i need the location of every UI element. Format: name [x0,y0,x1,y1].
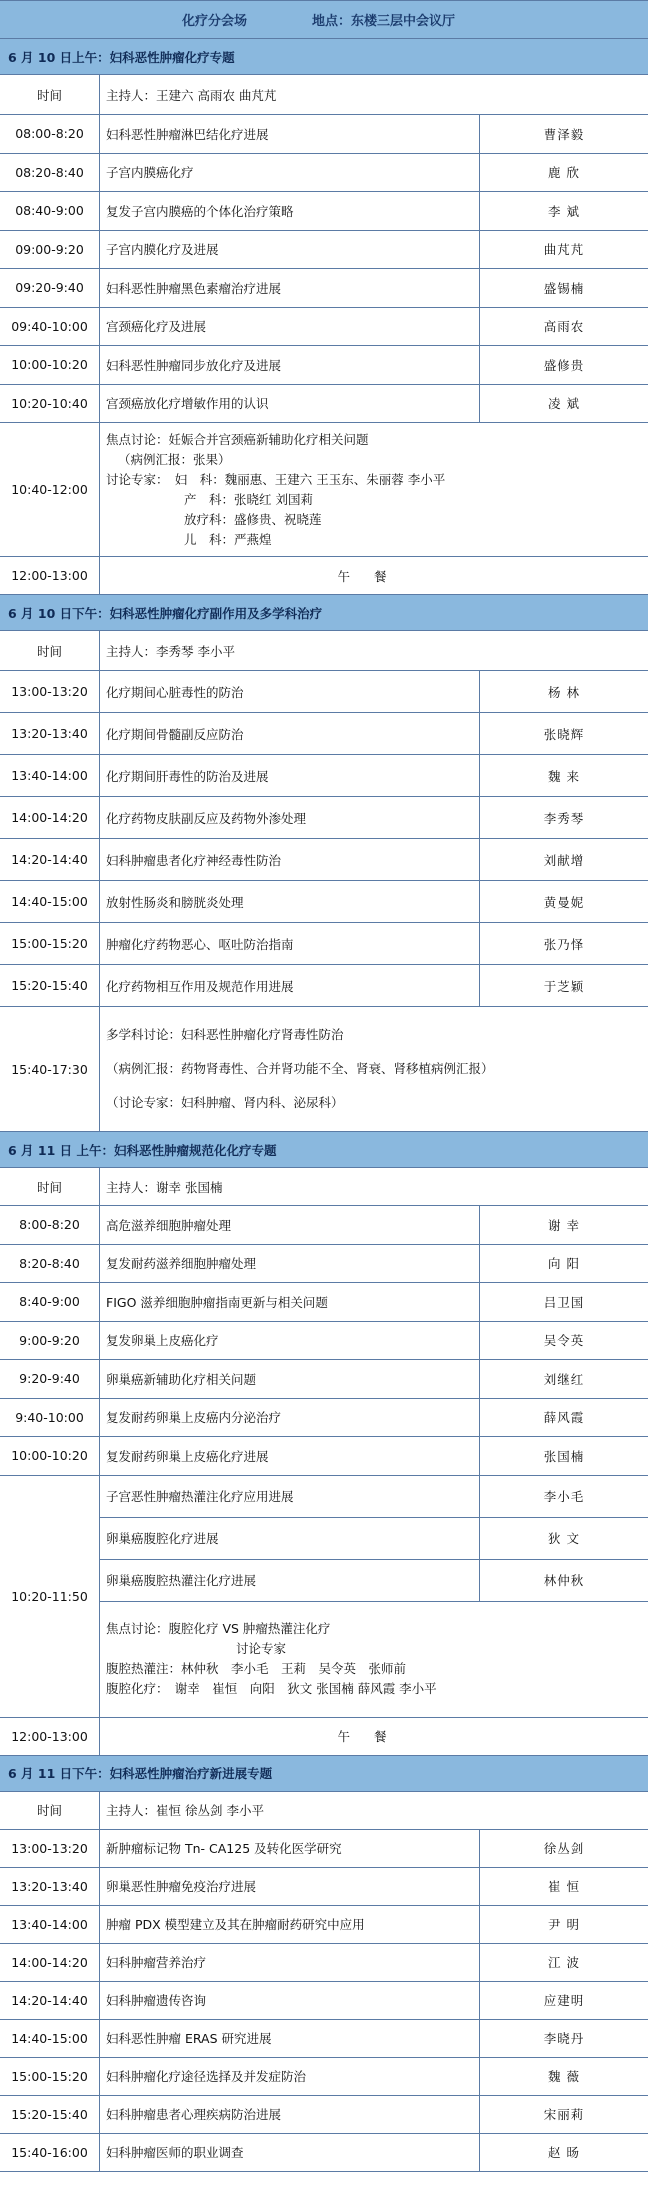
time-header: 时间 [0,75,100,114]
time-cell: 12:00-13:00 [0,557,100,594]
host-row [0,75,648,115]
time-header: 时间 [0,1168,100,1205]
session-header: 6 月 10 日上午：妇科恶性肿瘤化疗专题 [0,39,648,75]
speaker-cell: 刘献增 [543,852,585,868]
table-row [0,192,648,231]
table-row [0,1437,648,1476]
topic-cell: 化疗药物相互作用及规范作用进展 [100,965,480,1006]
speaker-cell: 曹泽毅 [543,126,585,142]
time-cell: 9:40-10:00 [0,1399,100,1437]
topic-cell: 妇科肿瘤患者心理疾病防治进展 [100,2096,480,2133]
time-cell: 14:40-15:00 [0,881,100,922]
lunch-row [0,557,648,595]
table-row [0,115,648,154]
table-row [0,1830,648,1868]
speaker-cell: 凌 斌 [548,396,580,412]
host-row [0,1792,648,1830]
topic-cell: 宫颈癌化疗及进展 [100,308,480,346]
topic-cell: 化疗期间肝毒性的防治及进展 [100,755,480,796]
focus-experts: 儿 科：严燕煌 [184,531,272,547]
topic-cell: 妇科肿瘤化疗途径选择及并发症防治 [100,2058,480,2095]
topic-cell: 肿瘤化疗药物恶心、呕吐防治指南 [100,923,480,964]
speaker-cell: 张晓辉 [543,726,585,742]
topic-cell: 肿瘤 PDX 模型建立及其在肿瘤耐药研究中应用 [100,1906,480,1943]
table-row [0,1206,648,1245]
speaker-cell: 李小毛 [543,1489,585,1504]
time-cell: 13:00-13:20 [0,671,100,712]
focus-title: 焦点讨论：腹腔化疗 VS 肿瘤热灌注化疗 [106,1621,331,1636]
table-row [0,308,648,347]
speaker-cell: 赵 旸 [548,2145,580,2160]
time-cell: 08:00-8:20 [0,115,100,153]
host-text: 主持人：崔恒 徐丛剑 李小平 [106,1803,264,1818]
speaker-cell: 宋丽莉 [543,2107,585,2122]
time-header: 时间 [0,1792,100,1829]
table-row [0,2096,648,2134]
table-row [0,755,648,797]
time-cell: 10:20-11:50 [0,1476,100,1717]
focus-experts: 产 科：张晓红 刘国莉 [184,491,313,507]
focus-discussion-row [0,423,648,557]
topic-cell: 卵巢癌新辅助化疗相关问题 [100,1360,480,1398]
focus-experts-label: 讨论专家 [236,1641,287,1656]
topic-cell: 妇科恶性肿瘤同步放化疗及进展 [100,346,480,384]
time-cell: 15:00-15:20 [0,923,100,964]
time-cell: 09:40-10:00 [0,308,100,346]
table-row [0,2020,648,2058]
speaker-cell: 狄 文 [548,1531,580,1546]
host-text: 主持人：李秀琴 李小平 [106,643,235,659]
table-row [0,2058,648,2096]
time-cell: 14:40-15:00 [0,2020,100,2057]
topic-cell: 高危滋养细胞肿瘤处理 [100,1206,480,1244]
time-header: 时间 [0,631,100,670]
time-cell: 15:20-15:40 [0,965,100,1006]
host-text: 主持人：王建六 高雨农 曲芃芃 [106,87,277,103]
time-cell: 8:00-8:20 [0,1206,100,1244]
lunch-row [0,1718,648,1756]
speaker-cell: 薛风霞 [543,1410,585,1426]
table-row [0,269,648,308]
time-cell: 9:00-9:20 [0,1322,100,1360]
topic-cell: 放射性肠炎和膀胱炎处理 [100,881,480,922]
topic-cell: 化疗期间心脏毒性的防治 [100,671,480,712]
focus-experts: 腹腔化疗： 谢幸 崔恒 向阳 狄文 张国楠 薛风霞 李小平 [106,1681,437,1696]
topic-cell: 子宫内膜癌化疗 [100,154,480,192]
topic-cell: 卵巢癌腹腔化疗进展 [100,1518,480,1559]
time-cell: 15:00-15:20 [0,2058,100,2095]
speaker-cell: 曲芃芃 [543,242,585,258]
speaker-cell: 向 阳 [548,1256,580,1272]
time-cell: 08:20-8:40 [0,154,100,192]
sub-row [100,1518,648,1560]
time-cell: 10:20-10:40 [0,385,100,423]
speaker-cell: 于芝颖 [543,978,585,994]
topic-cell: 卵巢恶性肿瘤免疫治疗进展 [100,1868,480,1905]
topic-cell: 宫颈癌放化疗增敏作用的认识 [100,385,480,423]
table-row [0,671,648,713]
speaker-cell: 吴令英 [543,1333,585,1349]
topic-cell: 化疗药物皮肤副反应及药物外渗处理 [100,797,480,838]
focus-case: （病例汇报：张果） [118,451,231,467]
mdt-title: 多学科讨论：妇科恶性肿瘤化疗肾毒性防治 [106,1027,344,1042]
time-cell: 14:20-14:40 [0,1982,100,2019]
speaker-cell: 盛修贵 [543,357,585,373]
topic-cell: 复发耐药卵巢上皮癌化疗进展 [100,1437,480,1475]
table-row [0,839,648,881]
speaker-cell: 杨 林 [548,684,580,700]
session-header: 6 月 10 日下午：妇科恶性肿瘤化疗副作用及多学科治疗 [0,595,648,631]
topic-cell: FIGO 滋养细胞肿瘤指南更新与相关问题 [100,1283,480,1321]
table-row [0,1399,648,1438]
time-cell: 15:40-16:00 [0,2134,100,2171]
table-row [0,231,648,270]
host-row [0,631,648,671]
table-row [0,1322,648,1361]
speaker-cell: 魏 薇 [548,2069,580,2084]
topic-cell: 妇科肿瘤患者化疗神经毒性防治 [100,839,480,880]
time-cell: 10:40-12:00 [0,423,100,556]
time-cell: 10:00-10:20 [0,1437,100,1475]
host-row [0,1168,648,1206]
topic-cell: 复发耐药卵巢上皮癌内分泌治疗 [100,1399,480,1437]
time-cell: 13:00-13:20 [0,1830,100,1867]
time-cell: 10:00-10:20 [0,346,100,384]
speaker-cell: 李晓丹 [543,2031,585,2046]
speaker-cell: 应建明 [543,1993,585,2008]
focus-experts: 腹腔热灌注：林仲秋 李小毛 王莉 吴令英 张师前 [106,1661,407,1676]
time-cell: 8:20-8:40 [0,1245,100,1283]
table-row [0,346,648,385]
topic-cell: 妇科恶性肿瘤黑色素瘤治疗进展 [100,269,480,307]
venue-location: 地点：东楼三层中会议厅 [312,14,456,29]
sub-row [100,1560,648,1602]
speaker-cell: 刘继红 [543,1371,585,1387]
lunch-label: 午餐 [337,1729,411,1744]
topic-cell: 妇科肿瘤医师的职业调查 [100,2134,480,2171]
time-cell: 13:40-14:00 [0,755,100,796]
time-cell: 14:00-14:20 [0,797,100,838]
time-cell: 13:20-13:40 [0,1868,100,1905]
speaker-cell: 江 波 [548,1955,580,1970]
time-cell: 8:40-9:00 [0,1283,100,1321]
topic-cell: 妇科肿瘤遗传咨询 [100,1982,480,2019]
lunch-label: 午餐 [337,568,411,584]
table-row [0,385,648,424]
speaker-cell: 鹿 欣 [548,165,580,181]
table-row [0,1906,648,1944]
table-row [0,1944,648,1982]
table-row [0,1360,648,1399]
focus-experts: 放疗科：盛修贵、祝晓莲 [184,511,322,527]
speaker-cell: 李 斌 [548,203,580,219]
mdt-discussion-row [0,1007,648,1132]
table-row [0,965,648,1007]
speaker-cell: 李秀琴 [543,810,585,826]
speaker-cell: 吕卫国 [543,1294,585,1310]
topic-cell: 化疗期间骨髓副反应防治 [100,713,480,754]
time-cell: 08:40-9:00 [0,192,100,230]
session-header: 6 月 11 日 上午：妇科恶性肿瘤规范化化疗专题 [0,1132,648,1168]
table-row [0,713,648,755]
speaker-cell: 尹 明 [548,1917,580,1932]
time-cell: 14:20-14:40 [0,839,100,880]
table-row [0,154,648,193]
speaker-cell: 黄曼妮 [543,894,585,910]
time-cell: 15:20-15:40 [0,2096,100,2133]
time-cell: 09:20-9:40 [0,269,100,307]
sub-row [100,1476,648,1518]
venue-banner [0,1,648,39]
block-row [0,1476,648,1718]
mdt-case: （病例汇报：药物肾毒性、合并肾功能不全、肾衰、肾移植病例汇报） [106,1061,494,1076]
time-cell: 15:40-17:30 [0,1007,100,1131]
table-row [0,1868,648,1906]
speaker-cell: 林仲秋 [543,1573,585,1588]
time-cell: 09:00-9:20 [0,231,100,269]
session-header: 6 月 11 日下午：妇科恶性肿瘤治疗新进展专题 [0,1756,648,1792]
focus-experts: 讨论专家： 妇 科：魏丽惠、王建六 王玉东、朱丽蓉 李小平 [106,471,446,487]
topic-cell: 新肿瘤标记物 Tn- CA125 及转化医学研究 [100,1830,480,1867]
table-row [0,797,648,839]
topic-cell: 卵巢癌腹腔热灌注化疗进展 [100,1560,480,1601]
speaker-cell: 徐丛剑 [543,1841,585,1856]
topic-cell: 妇科恶性肿瘤淋巴结化疗进展 [100,115,480,153]
table-row [0,2134,648,2172]
speaker-cell: 张乃怿 [543,936,585,952]
topic-cell: 复发耐药滋养细胞肿瘤处理 [100,1245,480,1283]
speaker-cell: 谢 幸 [548,1217,580,1233]
time-cell: 14:00-14:20 [0,1944,100,1981]
speaker-cell: 张国楠 [543,1448,585,1464]
table-row [0,1283,648,1322]
time-cell: 13:20-13:40 [0,713,100,754]
table-row [0,923,648,965]
speaker-cell: 高雨农 [543,319,585,335]
speaker-cell: 盛锡楠 [543,280,585,296]
time-cell: 12:00-13:00 [0,1718,100,1755]
topic-cell: 复发子宫内膜癌的个体化治疗策略 [100,192,480,230]
topic-cell: 妇科肿瘤营养治疗 [100,1944,480,1981]
focus-block [100,1602,648,1717]
time-cell: 9:20-9:40 [0,1360,100,1398]
time-cell: 13:40-14:00 [0,1906,100,1943]
table-row [0,881,648,923]
host-text: 主持人：谢幸 张国楠 [106,1179,223,1195]
topic-cell: 子宫恶性肿瘤热灌注化疗应用进展 [100,1476,480,1517]
speaker-cell: 魏 来 [548,768,580,784]
venue-name: 化疗分会场 [182,14,248,29]
topic-cell: 妇科恶性肿瘤 ERAS 研究进展 [100,2020,480,2057]
mdt-experts: （讨论专家：妇科肿瘤、肾内科、泌尿科） [106,1095,344,1110]
topic-cell: 复发卵巢上皮癌化疗 [100,1322,480,1360]
speaker-cell: 崔 恒 [548,1879,580,1894]
table-row [0,1245,648,1284]
focus-title: 焦点讨论：妊娠合并宫颈癌新辅助化疗相关问题 [106,431,369,447]
topic-cell: 子宫内膜化疗及进展 [100,231,480,269]
table-row [0,1982,648,2020]
